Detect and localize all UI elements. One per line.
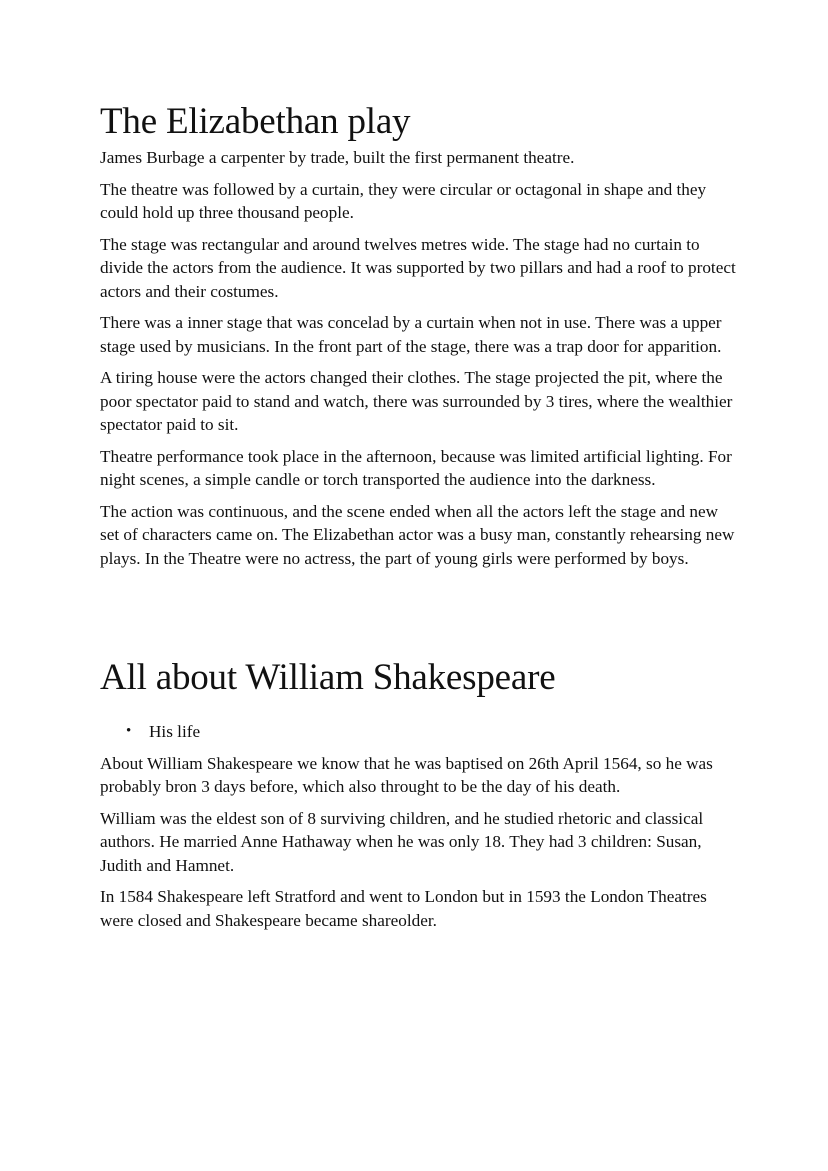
- paragraph: Theatre performance took place in the afternoon, because was limited artificial lighting. For night scenes, a simple candle or torch transported the audience into the darkness.: [100, 446, 732, 489]
- list-item: [100, 720, 740, 744]
- paragraph: There was a inner stage that was concelad by a curtain when not in use. There was a upper stage used by musicians. In the front part of the stage, there was a trap door for apparition.: [100, 313, 722, 356]
- section-title-elizabethan-play: The Elizabethan play: [100, 101, 411, 142]
- paragraph: A tiring house were the actors changed their clothes. The stage projected the pit, where the poor spectator paid to stand and watch, there was surrounded by 3 tires, where the wealthier spectator paid to sit.: [100, 368, 733, 434]
- paragraph: The theatre was followed by a curtain, they were circular or octagonal in shape and they could hold up three thousand people.: [100, 179, 707, 222]
- paragraph: William was the eldest son of 8 surviving children, and he studied rhetoric and classical authors. He married Anne Hathaway when he was only 18. They had 3 children: Susan, Judith and Hamnet.: [100, 808, 704, 875]
- paragraph: The action was continuous, and the scene ended when all the actors left the stage and new set of characters came on. The Elizabethan actor was a busy man, constantly rehearsing new plays. In the Theatre were no actress, the part of young girls were performed by boys.: [100, 501, 735, 568]
- section-title-shakespeare: All about William Shakespeare: [100, 657, 556, 698]
- bullet-icon: •: [126, 723, 132, 739]
- bullet-list: [100, 720, 740, 744]
- paragraph: About William Shakespeare we know that he was baptised on 26th April 1564, so he was probably bron 3 days before, which also throught to be the day of his death.: [100, 753, 713, 796]
- paragraph: In 1584 Shakespeare left Stratford and went to London but in 1593 the London Theatres were closed and Shakespeare became shareolder.: [100, 887, 707, 930]
- paragraph: James Burbage a carpenter by trade, built the first permanent theatre.: [100, 148, 575, 167]
- document-page: [100, 98, 740, 940]
- list-item-label: His life: [149, 722, 201, 741]
- paragraph: The stage was rectangular and around twelves metres wide. The stage had no curtain to divide the actors from the audience. It was supported by two pillars and had a roof to protect actors and their costumes.: [100, 234, 736, 301]
